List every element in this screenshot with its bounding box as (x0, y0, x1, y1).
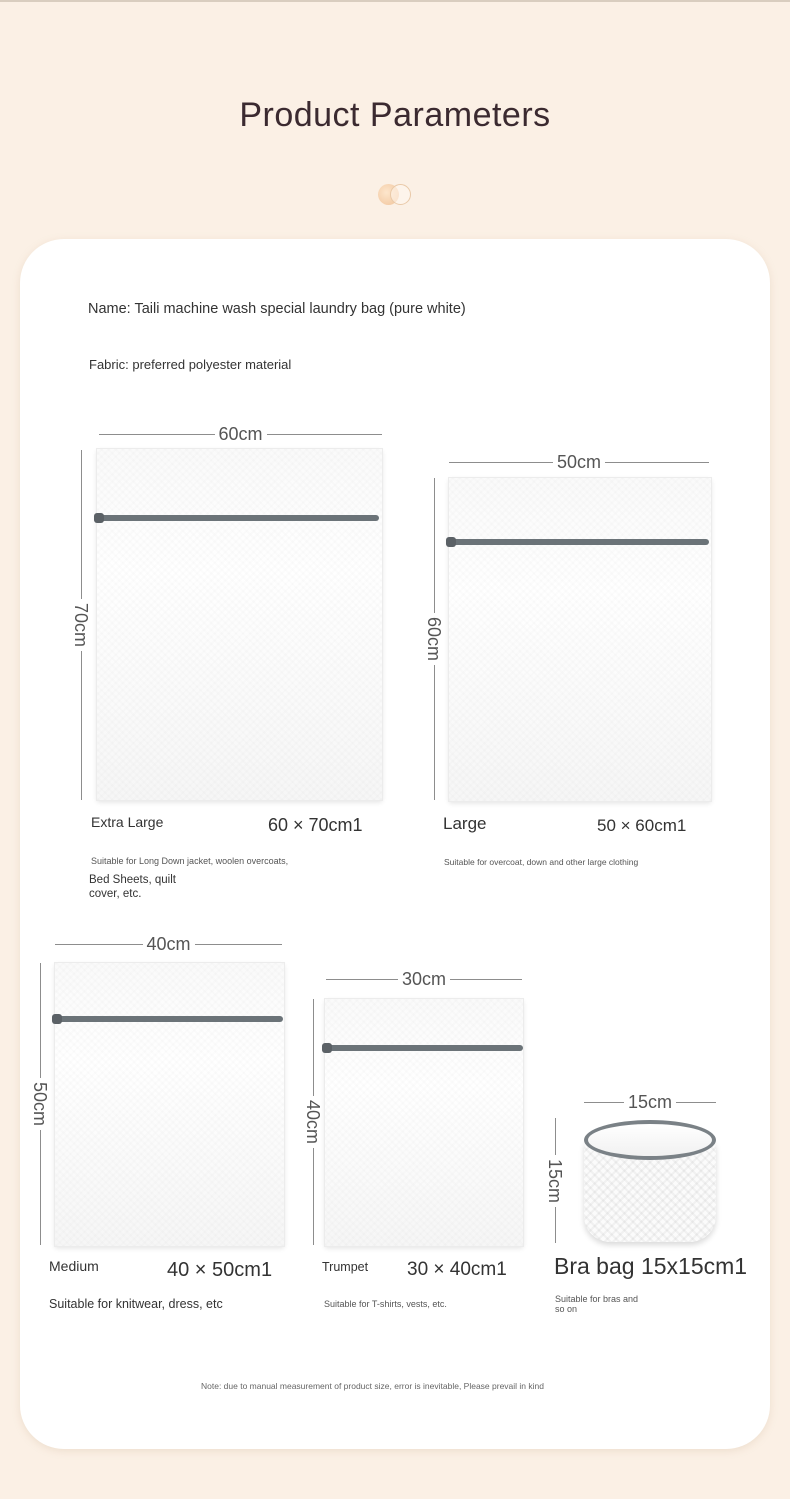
bra-size-name: Bra bag 15x15cm1 (554, 1253, 748, 1279)
m-laundry-bag-image (55, 963, 284, 1246)
m-suitable-text: Suitable for knitwear, dress, etc (49, 1297, 223, 1311)
l-height-label: 60cm (424, 613, 444, 665)
t-laundry-bag-image (325, 999, 523, 1246)
l-laundry-bag-image (449, 478, 711, 801)
l-size-name: Large (443, 814, 487, 833)
m-width-label: 40cm (142, 934, 194, 954)
m-width-dimension (55, 934, 282, 954)
product-fabric: Fabric: preferred polyester material (89, 357, 292, 372)
m-height-label: 50cm (30, 1078, 50, 1130)
ornament-circle-right (390, 184, 411, 205)
t-width-label: 30cm (398, 969, 450, 989)
t-width-dimension (326, 969, 522, 989)
xl-suitable-line2: Bed Sheets, quilt (89, 874, 176, 886)
xl-suitable-line1: Suitable for Long Down jacket, woolen overcoats, (91, 856, 289, 866)
xl-laundry-bag-image (97, 449, 382, 800)
t-suitable-text: Suitable for T-shirts, vests, etc. (324, 1299, 447, 1309)
l-suitable-text: Suitable for overcoat, down and other large clothing (444, 857, 639, 867)
bra-width-label: 15cm (624, 1092, 676, 1112)
l-width-label: 50cm (553, 452, 605, 472)
xl-width-dimension (99, 424, 382, 444)
xl-height-dimension (71, 450, 91, 800)
page-title: Product Parameters (239, 96, 551, 134)
xl-size-name: Extra Large (91, 814, 164, 830)
l-size-dimensions: 50 × 60cm1 (597, 816, 687, 835)
m-size-name: Medium (49, 1258, 99, 1274)
l-height-dimension (424, 478, 444, 800)
measurement-note: Note: due to manual measurement of product size, error is inevitable, Please prevail in kind (200, 1381, 544, 1391)
product-name: Name: Taili machine wash special laundry bag (pure white) (88, 301, 466, 317)
xl-suitable-line3: cover, etc. (89, 888, 142, 900)
bra-suitable-line1: Suitable for bras and (555, 1294, 639, 1304)
m-size-dimensions: 40 × 50cm1 (167, 1259, 273, 1281)
t-size-name: Trumpet (322, 1260, 369, 1274)
xl-width-label: 60cm (214, 424, 266, 444)
t-height-label: 40cm (303, 1096, 323, 1148)
xl-size-dimensions: 60 × 70cm1 (268, 815, 363, 835)
l-width-dimension (449, 452, 709, 472)
double-circle-ornament-icon (378, 184, 412, 206)
bra-height-dimension (545, 1118, 565, 1243)
bra-bag-image (584, 1120, 716, 1244)
bra-width-dimension (584, 1092, 716, 1112)
bra-height-label: 15cm (545, 1154, 565, 1206)
t-height-dimension (303, 999, 323, 1245)
bra-suitable-line2: so on (555, 1304, 578, 1314)
xl-height-label: 70cm (71, 599, 91, 651)
m-height-dimension (30, 963, 50, 1245)
top-divider (0, 0, 790, 2)
t-size-dimensions: 30 × 40cm1 (407, 1259, 507, 1280)
